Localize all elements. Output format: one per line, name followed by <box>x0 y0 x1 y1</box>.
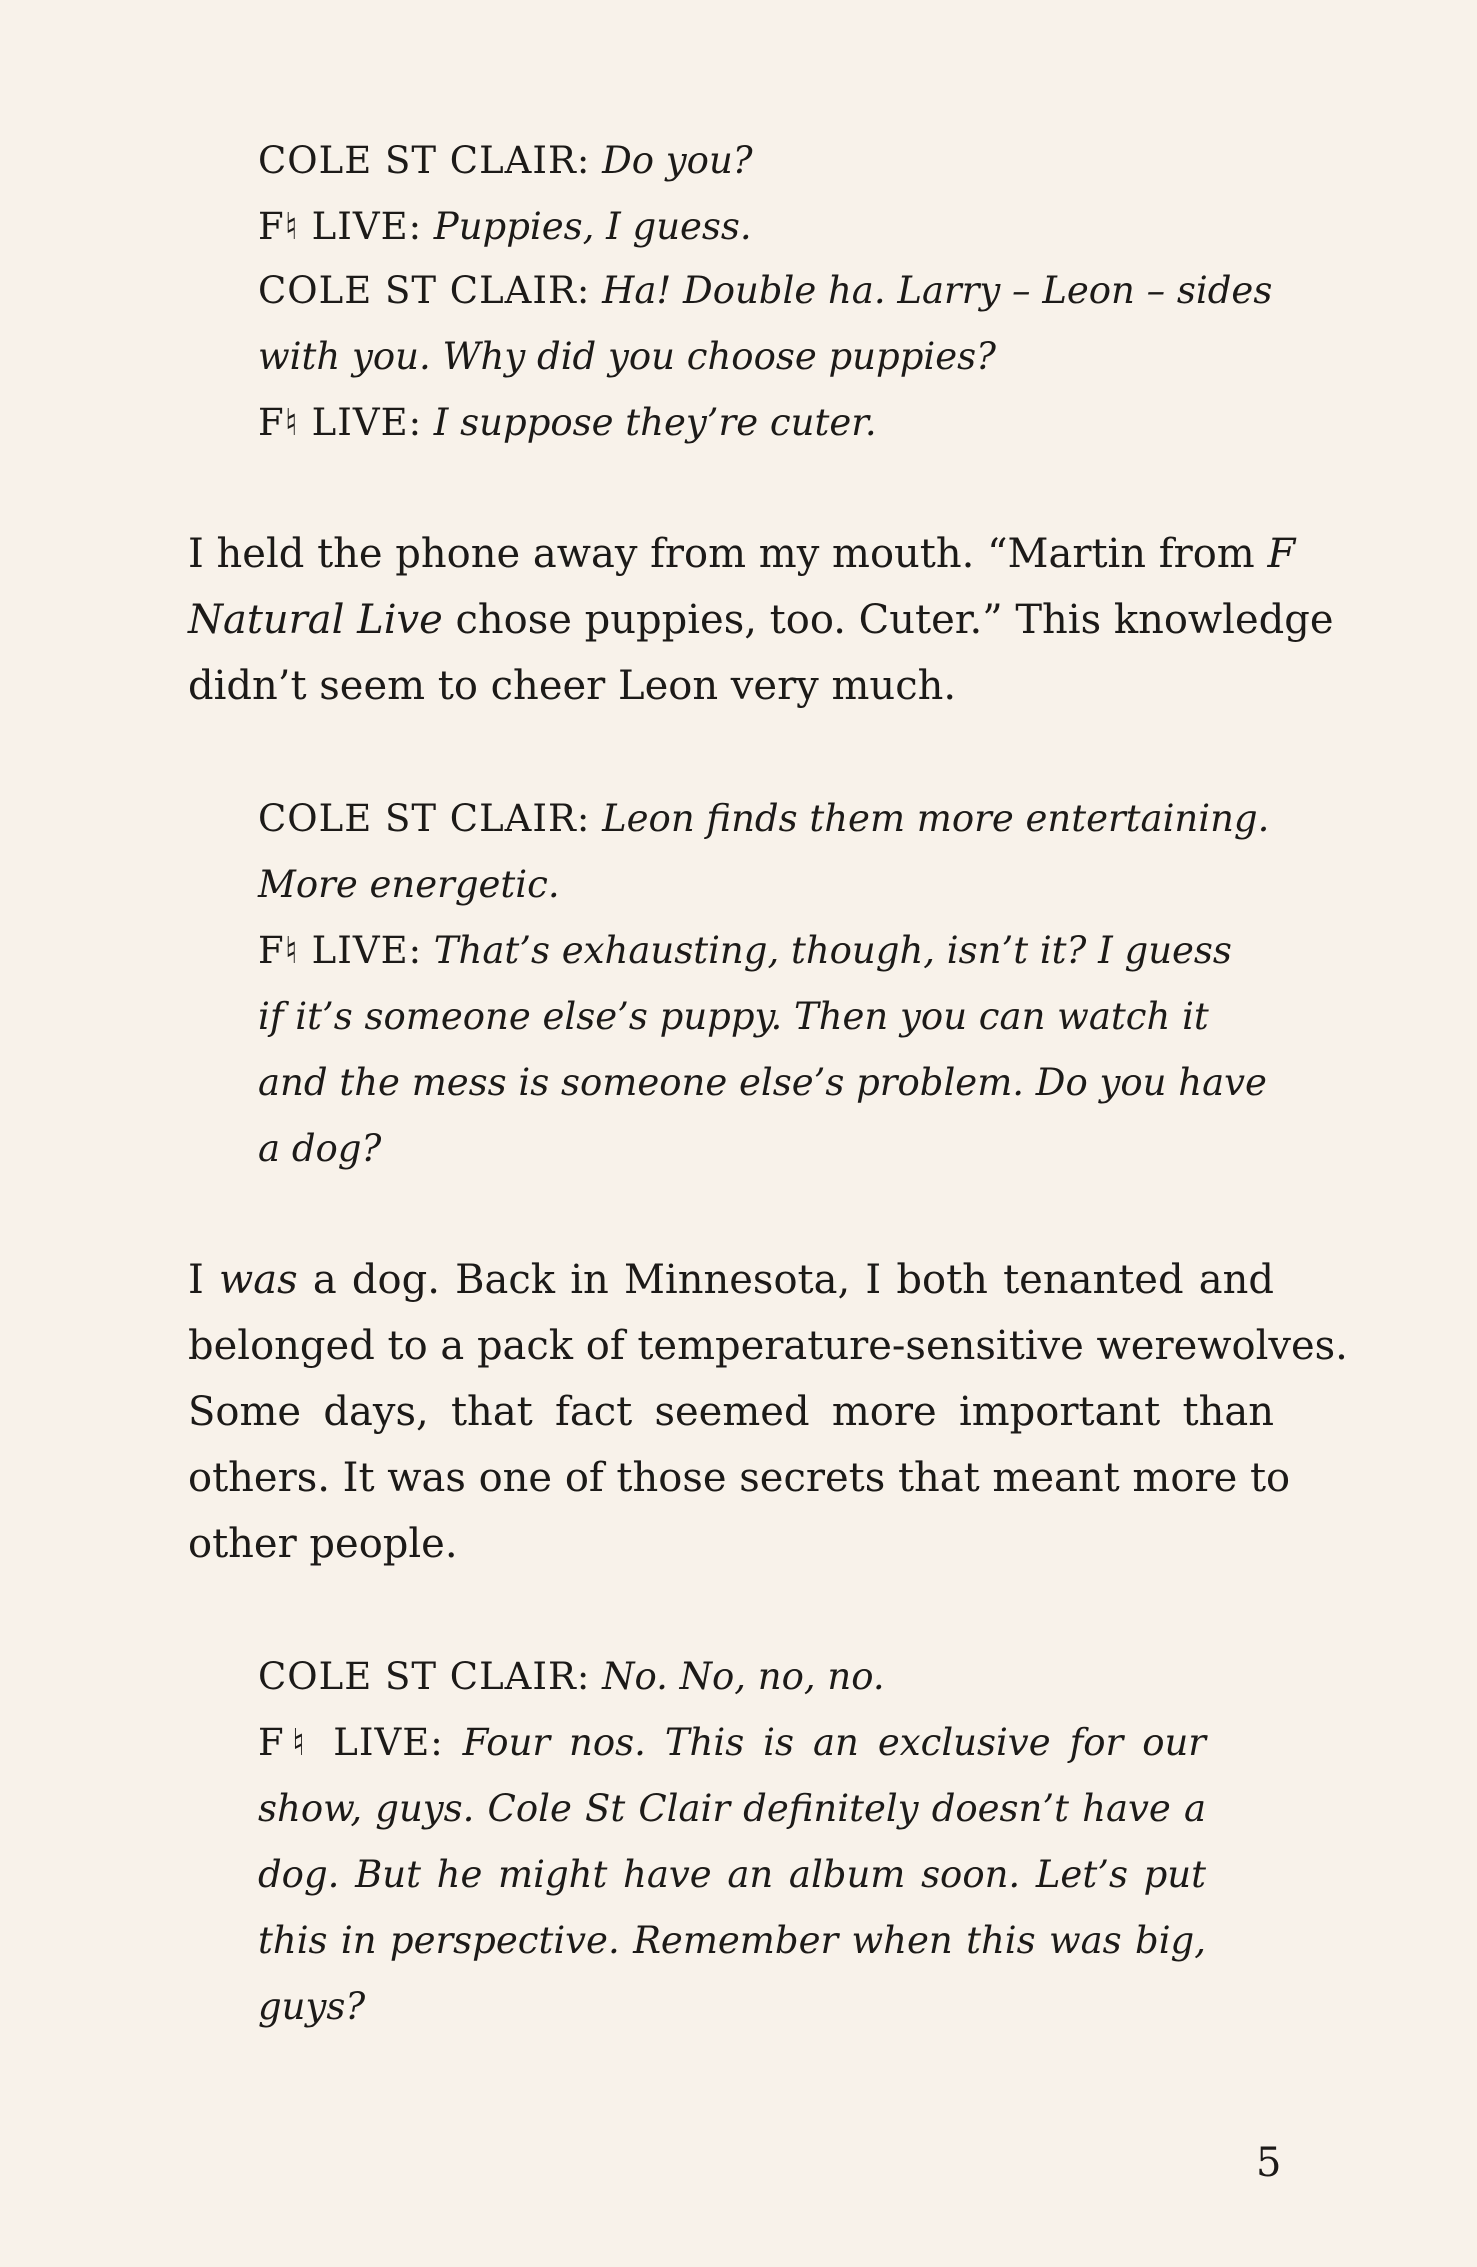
text-segment: other people. <box>188 1521 458 1567</box>
dialogue-text: a dog? <box>258 1127 382 1170</box>
paragraph-line <box>188 1389 1274 1435</box>
paragraph-line <box>188 1455 1291 1501</box>
dialogue-text: Do you? <box>590 139 753 182</box>
text-segment: didn’t seem to cheer Leon very much. <box>188 663 957 709</box>
speaker-label: F♮ LIVE: <box>258 401 423 444</box>
dialogue-text: More energetic. <box>258 863 560 906</box>
text-segment: was <box>219 1257 298 1303</box>
dialogue-line <box>258 995 1209 1038</box>
speaker-label: COLE ST CLAIR: <box>258 1655 591 1698</box>
text-segment: chose puppies, too. Cuter.” This knowledge <box>442 597 1334 643</box>
paragraph-line <box>188 597 1334 643</box>
speaker-label: F♮ LIVE: <box>258 929 423 972</box>
dialogue-line <box>258 797 1270 840</box>
speaker-label: F♮ LIVE: <box>258 1721 444 1764</box>
dialogue-line <box>258 1787 1206 1830</box>
dialogue-text: show, guys. Cole St Clair definitely doesn’t have a <box>258 1787 1206 1830</box>
dialogue-line <box>258 205 1206 248</box>
page-number: 5 <box>1256 2140 1282 2186</box>
dialogue-text: if it’s someone else’s puppy. Then you can watch it <box>258 995 1209 1038</box>
dialogue-line <box>258 139 1206 182</box>
text-segment: I held the phone away from my mouth. “Martin from <box>188 531 1268 577</box>
speaker-label: COLE ST CLAIR: <box>258 797 591 840</box>
dialogue-line <box>258 1127 1206 1170</box>
text-segment: Some days, that fact seemed more important than <box>188 1389 1274 1435</box>
dialogue-text: No. No, no, no. <box>590 1655 885 1698</box>
paragraph-line <box>188 1257 1274 1303</box>
dialogue-text: Ha! Double ha. Larry – Leon – sides <box>590 269 1273 312</box>
dialogue-line <box>258 269 1273 312</box>
speaker-label: COLE ST CLAIR: <box>258 269 591 312</box>
paragraph-line <box>188 1323 1348 1369</box>
dialogue-line <box>258 1919 1206 1962</box>
dialogue-text: dog. But he might have an album soon. Let’s put <box>258 1853 1206 1896</box>
text-segment: F <box>1267 531 1296 577</box>
dialogue-text: Four nos. This is an exclusive for our <box>443 1721 1206 1764</box>
dialogue-text: I suppose they’re cuter. <box>422 401 877 444</box>
dialogue-line <box>258 401 1206 444</box>
dialogue-text: That’s exhausting, though, isn’t it? I guess <box>422 929 1232 972</box>
dialogue-line <box>258 929 1232 972</box>
text-segment: I <box>188 1257 220 1303</box>
dialogue-line <box>258 1853 1206 1896</box>
paragraph-line <box>188 1521 1274 1567</box>
dialogue-text: and the mess is someone else’s problem. Do you have <box>258 1061 1267 1104</box>
text-segment: others. It was one of those secrets that meant more to <box>188 1455 1291 1501</box>
dialogue-line <box>258 863 1206 906</box>
text-segment: a dog. Back in Minnesota, I both tenanted and <box>297 1257 1274 1303</box>
dialogue-text: guys? <box>258 1985 366 2028</box>
speaker-label: F♮ LIVE: <box>258 205 423 248</box>
paragraph-line <box>188 531 1296 577</box>
dialogue-line <box>258 335 1206 378</box>
dialogue-text: with you. Why did you choose puppies? <box>258 335 996 378</box>
dialogue-text: Leon finds them more entertaining. <box>590 797 1270 840</box>
dialogue-line <box>258 1721 1206 1764</box>
speaker-label: COLE ST CLAIR: <box>258 139 591 182</box>
dialogue-text: Puppies, I guess. <box>422 205 752 248</box>
dialogue-line <box>258 1061 1267 1104</box>
text-segment: Natural Live <box>188 597 443 643</box>
dialogue-line <box>258 1985 1206 2028</box>
dialogue-line <box>258 1655 1206 1698</box>
paragraph-line <box>188 663 1274 709</box>
text-segment: belonged to a pack of temperature-sensitive werewolves. <box>188 1323 1348 1369</box>
dialogue-text: this in perspective. Remember when this was big, <box>258 1919 1206 1962</box>
